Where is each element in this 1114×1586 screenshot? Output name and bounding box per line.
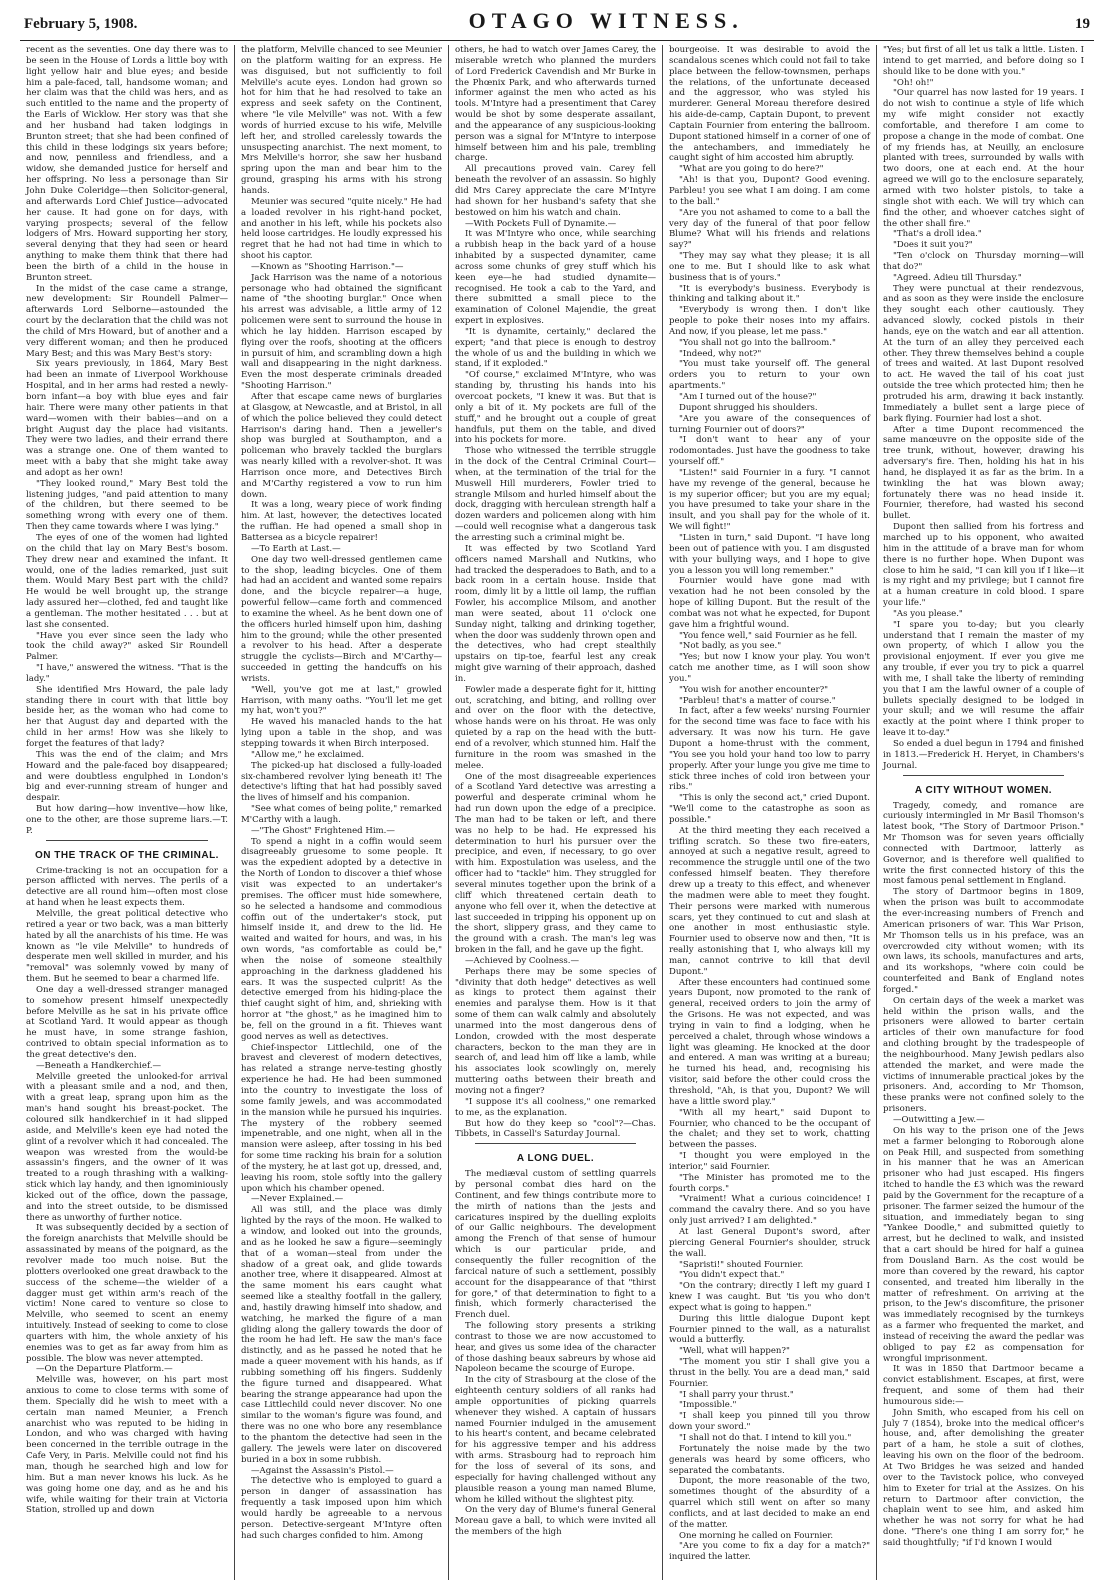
article-heading: A CITY WITHOUT WOMEN. [914, 784, 1053, 796]
columns [20, 45, 1094, 1580]
masthead [20, 8, 1094, 41]
article-paragraph: "They looked round," Mary Best told the listening judges, "and paid attention to many of the children, but there seemed to be something wrong with every one of them. Then they came towards where I was lying." [26, 478, 228, 533]
article-paragraph: "Agreed. Adieu till Thursday." [893, 272, 1022, 283]
article-paragraph: It was subsequently decided by a section of the foreign anarchists that Melville should be assassinated by means of the poignard, as the revolver made too much noise. But the plotters overlooked one great drawback to the success of the scheme—the wielder of a dagger must get within arm's reach of the victim! None cared to venture so close to Melville, who seemed to scent an enemy intuitively. Instead of seeking to come to close quarters with him, the whole anxiety of his enemies was to get as far away from him as possible. The blow was never attempted. [26, 1223, 228, 1364]
article-paragraph: "Sapristi!" shouted Fournier. [679, 1259, 804, 1270]
article-paragraph: "The Minister has promoted me to the fourth corps." [669, 1172, 870, 1194]
article-paragraph: "With all my heart," said Dupont to Fournier, who chanced to be the occupant of the chalet; and they set to work, chatting between the passes. [669, 1107, 870, 1151]
article-paragraph: All was still, and the place was dimly lighted by the rays of the moon. He walked to a window, and looked out into the grounds, and as he looked he saw a figure—seemingly that of a woman—steal from under the shadow of a great oak, and glide towards another tree, where it disappeared. Almost at the same moment his ears caught what seemed like a stealthy footfall in the gallery, and, hastily drawing himself into shadow, and watching, he marked the figure of a man gliding along the gallery towards the door of the room he had left. He saw the man's face distinctly, and as he passed he noted that he made a queer movement with his hands, as if rubbing something off his fingers. Suddenly the figure turned and disappeared. What bearing the strange appearance had upon the case Littlechild could never discover. No one similar to the woman's figure was found, and there was no one who bore any resemblance to the phantom the detective had seen in the gallery. The jewels were later on discovered buried in a box in some rubbish. [241, 1205, 442, 1465]
article-paragraph: Melville, the great political detective who retired a year or two back, was a man bitterly hated by all the anarchists of his time. He was known as "le vile Melville" to hundreds of desperate men well skilled in murder, and his "removal" was solemnly vowed by many of them. But he seemed to bear a charmed life. [26, 908, 228, 985]
article-paragraph: Perhaps there may be some species of "divinity that doth hedge" detectives as well as kings to protect them against their enemies and paralyse them. How is it that some of them can walk calmly and absolutely unarmed into the most dangerous dens of London, crowded with the most desperate characters, beckon to the man they are in search of, and lead him off like a lamb, while his associates look scowlingly on, merely muttering oaths between their breath and moving not a finger? [455, 966, 656, 1096]
article-paragraph: All precautions proved vain. Carey fell beneath the revolver of an assassin. So highly did Mrs Carey appreciate the care M'Intyre had shown for her husband's safety that she bestowed on him his watch and chain. [455, 164, 656, 218]
article-paragraph: He waved his manacled hands to the hat lying upon a table in the shop, and was stepping towards it when Birch interposed. [241, 717, 442, 749]
article-paragraph: In the midst of the case came a strange, new development: Sir Roundell Palmer—afterwards Lord Selborne—astounded the court by the declaration that the child was not the child of Mrs Howard, but of another and a very different woman; and then he produced Mary Best; and this was Mary Best's story: [26, 283, 228, 359]
article-paragraph: One of the most disagreeable experiences of a Scotland Yard detective was arresting a powerful and desperate criminal whom he had run down upon the edge of a precipice. The man had to be taken or left, and there was no help to be had. He expressed his determination to hurl his pursuer over the precipice, and even, if necessary, to go over with him. Expostulation was useless, and the officer had to "tackle" him. They struggled for several minutes together upon the brink of a cliff which threatened certain death to anyone who fell over it, when the detective at last succeeded in tripping his opponent up on the short, slippery grass, and they came to the ground with a crash. The man's leg was broken in the fall, and he gave up the fight. [455, 771, 656, 956]
column-5 [876, 45, 1090, 1580]
article-paragraph: It was M'Intyre who once, while searching a rubbish heap in the back yard of a house inhabited by a suspected dynamiter, came across some chunks of grey stuff which his keen eye—he had studied dynamite—recognised. He took a cab to the Yard, and there submitted a small piece to the examination of Colonel Majendie, the great expert in explosives. [455, 229, 656, 327]
article-paragraph: Dupont, the more reasonable of the two, sometimes thought of the absurdity of a quarrel which still went on after so many conflicts, and at last decided to make an end of the matter. [669, 1476, 870, 1530]
article-paragraph: So ended a duel begun in 1794 and finished in 1813.—Frederick H. Heryet, in Chambers's Journal. [883, 739, 1084, 771]
article-paragraph: Melville was, however, on his part most anxious to come to close terms with some of them. Specially did he wish to meet with a certain man named Meunier, a French anarchist who was reputed to be hiding in London, and who was charged with having been concerned in the terrible outrage in the Cafe Very, in Paris. Melville could not find his man, though he searched high and low for him. But a man never knows his luck. As he was going home one day, and as he and his wife, while waiting for their train at Victoria Station, strolled up and down [26, 1375, 228, 1516]
article-paragraph: "Are you come to fix a day for a match?" inquired the latter. [669, 1541, 870, 1563]
article-paragraph: "I don't want to hear any of your rodomontades. Just have the goodness to take yourself off." [669, 435, 870, 468]
article-paragraph: recent as the seventies. One day there was to be seen in the House of Lords a little boy with light yellow hair and blue eyes; and beside him a pale-faced, tall, handsome woman; and her claim was that the child was hers, and as such entitled to the name and the property of the Earls of Wicklow. Her story was that she and her husband had taken lodgings in Brunton street; that she had been confined of this child in these lodgings six years before; and now, penniless and friendless, and a widow, she demanded justice for herself and her offspring. No less a personage than Sir John Duke Coleridge—then Solicitor-general, and afterwards Lord Chief Justice—advocated her cause. It had gone on for days, with varying prospects; several of the fellow lodgers of Mrs. Howard supporting her story, several denying that they had seen or heard anything to make them think that there had been the birth of a child in the house in Brunton street. [26, 45, 228, 283]
article-paragraph: Crime-tracking is not an occupation for a person afflicted with nerves. The perils of a detective are all round him—often most close at hand when he least expects them. [26, 865, 228, 909]
article-paragraph: Chief-inspector Littlechild, one of the bravest and cleverest of modern detectives, has related a strange nerve-testing ghostly experience he had. He had been summoned into the country to investigate the loss of some family jewels, and was accommodated in the mansion while he pursued his inquiries. The mystery of the robbery seemed impenetrable, and one night, when all in the mansion were asleep, after tossing in his bed for some time racking his brain for a solution of the mystery, he at last got up, dressed, and, leaving his room, stole softly into the gallery upon which his chamber opened. [241, 1042, 442, 1194]
article-paragraph: At last General Dupont's sword, after piercing General Fournier's shoulder, struck the wall. [669, 1226, 870, 1259]
article-paragraph: "It is dynamite, certainly," declared the expert; "and that piece is enough to destroy the whole of us and the building in which we stand, if it exploded." [455, 326, 656, 370]
article-paragraph: —Against the Assassin's Pistol.— [251, 1465, 394, 1476]
article-paragraph: To spend a night in a coffin would seem disagreeably gruesome to some people. It was the expedient adopted by a detective in the North of London to discover a thief whose visit was expected to an undertaker's premises. The officer must hide somewhere, so he selected a handsome and commodious coffin out of the undertaker's stock, put himself inside it, and drew to the lid. He waited and waited for hours, and was, in his own words, "as comfortable as could be," when the noise of someone stealthily approaching in the darkness gladdened his ears. It was the suspected culprit! As the detective emerged from his hiding-place the thief caught sight of him, and, shrieking with horror at "the ghost," as he imagined him to be, fell on the ground in a fit. Thieves want good nerves as well as detectives. [241, 836, 442, 1042]
article-paragraph: In fact, after a few weeks' nursing Fournier for the second time was face to face with his adversary. It was now his turn. He gave Dupont a home-thrust with the comment, "You see you hold your hand too low to parry properly. After your lunge you give me time to stick three inches of cold iron between your ribs." [669, 706, 870, 793]
article-paragraph: This was the end of the claim; and Mrs Howard and the pale-faced boy disappeared; and were doubtless engulphed in London's big and ever-running stream of hunger and despair. [26, 749, 228, 804]
article-paragraph: "You didn't expect that." [679, 1270, 785, 1281]
article-paragraph: "Yes; but first of all let us talk a little. Listen. I intend to get married, and before doing so I should like to be done with you." [883, 45, 1084, 77]
article-paragraph: —Achieved by Coolness.— [465, 955, 580, 966]
article-paragraph: Dupont then sallied from his fortress and marched up to his opponent, who awaited him in the attitude of a brave man for whom there is no further hope. When Dupont was close to him he said, "I can kill you if I like—it is my right and my privilege; but I cannot fire at a human creature in cold blood. I spare your life." [883, 522, 1084, 609]
article-paragraph: The detective who is employed to guard a person in danger of assassination has frequently a task imposed upon him which would hardly be agreeable to a nervous person. Detective-sergeant M'Intyre often had such charges confided to him. Among [241, 1476, 442, 1541]
article-paragraph: "Of course," exclaimed M'Intyre, who was standing by, thrusting his hands into his overcoat pockets, "I knew it was. But that is only a bit of it. My pockets are full of the stuff," and he brought out a couple of great handfuls, put them on the table, and dived into his pockets for more. [455, 370, 656, 446]
article-paragraph: After a time Dupont recommenced the same manœuvre on the opposite side of the tree trunk, without, however, drawing his adversary's fire. Then, holding his hat in his hand, he displayed it as far as the brim. In a twinkling the hat was blown away; fortunately there was no head inside it. Fournier, therefore, had wasted his second bullet. [883, 424, 1084, 522]
article-paragraph: Six years previously, in 1864, Mary Best had been an inmate of Liverpool Workhouse Hospital, and in her arms had rested a newly-born infant—a boy with blue eyes and fair hair. There were many other patients in that ward—women with their babies—and on a bright August day the place had visitants. They were two ladies, and their errand there was a strange one. One of them wanted to meet with a baby that she might take away and adopt as her own! [26, 359, 228, 478]
article-paragraph: After that escape came news of burglaries at Glasgow, at Newcastle, and at Bristol, in all of which the police believed they could detect Harrison's daring hand. Then a jeweller's shop was burgled at Southampton, and a policeman who bravely tackled the burglars was nearly killed with a revolver-shot. It was Harrison once more, and Detectives Birch and M'Carthy registered a vow to run him down. [241, 392, 442, 500]
article-paragraph: It was a long, weary piece of work finding him. At last, however, the detectives located the ruffian. He had opened a small shop in Battersea as a bicycle repairer! [241, 500, 442, 543]
article-paragraph: "As you please." [893, 608, 963, 619]
article-paragraph: "I have," answered the witness. "That is the lady." [26, 663, 228, 684]
article-paragraph: "It is everybody's business. Everybody is thinking and talking about it." [669, 283, 870, 305]
article-paragraph: Fournier would have gone mad with vexation had he not been consoled by the hope of killing Dupont. But the result of the combat was not what he expected, for Dupont gave him a frightful wound. [669, 576, 870, 630]
article-paragraph: On certain days of the week a market was held within the prison walls, and the prisoners were allowed to barter certain articles of their own manufacture for food and clothing brought by the tradespeople of the neighbourhood. Many Jewish pedlars also attended the market, and were made the victims of innumerable practical jokes by the prisoners. And, according to Mr Thomson, these pranks were not confined solely to the prisoners. [883, 995, 1084, 1115]
article-paragraph: "Not badly, as you see." [679, 641, 782, 652]
article-paragraph: At the third meeting they each received a trifling scratch. So these two fire-eaters, annoyed at such a negative result, agreed to recommence the struggle until one of the two confessed himself beaten. They therefore drew up a treaty to this effect, and whenever the madmen were able to meet they fought. Their persons were marked with numerous scars, yet they continued to cut and slash at one another in most enthusiastic style. Fournier used to observe now and then, "It is really astonishing that I, who always kill my man, cannot contrive to kill that devil Dupont." [669, 825, 870, 977]
article-paragraph: "You must take yourself off. The general orders you to return to your own apartments." [669, 359, 870, 392]
article-paragraph: "Am I turned out of the house?" [679, 392, 817, 402]
article-paragraph: Fortunately the noise made by the two generals was heard by some officers, who separated the combatants. [669, 1443, 870, 1476]
article-paragraph: Those who witnessed the terrible struggle in the dock of the Central Criminal Court—when, at the termination of the trial for the Muswell Hill murderers, Fowler tried to strangle Milsom and hurled himself about the dock, dragging with herculean strength half a dozen warders and policemen along with him—could well recognise what a dangerous task the arresting such a criminal might be. [455, 446, 656, 543]
article-paragraph: —Known as "Shooting Harrison."— [251, 261, 404, 272]
article-paragraph: "Are you not ashamed to come to a ball the very day of the funeral of that poor fellow Blume? What will his friends and relations say?" [669, 207, 870, 251]
article-paragraph: The eyes of one of the women had lighted on the child that lay on Mary Best's bosom. They drew near and examined the infant. It would, one of the ladies remarked, just suit them. Would Mary Best part with the child? He would be well brought up, the strange lady assured her—clothed, fed and taught like a gentleman. The mother hesitated . . . but at last she consented. [26, 532, 228, 630]
page-number: 19 [1075, 16, 1090, 32]
article-paragraph: The story of Dartmoor begins in 1809, when the prison was built to accommodate the ever-increasing numbers of French and American prisoners of war. This War Prison, Mr Thomson tells us in his preface, was an overcrowded city without women; with its own laws, its schools, manufactures and arts, and its workshops, "where coin could be counterfeited and Bank of England notes forged." [883, 887, 1084, 995]
article-paragraph: John Smith, who escaped from his cell on July 7 (1854), broke into the medical officer's house, and, after demolishing the greater part of a ham, he stole a suit of clothes, leaving his own on the floor of the bedroom. At Two Bridges he was seized and handed over to the Tavistock police, who conveyed him to Exeter for trial at the Assizes. On his return to Dartmoor after conviction, the chaplain went to see him, and asked him whether he was not sorry for what he had done. "There's one thing I am sorry for," he said thoughtfully; "if I'd known I would [883, 1407, 1084, 1548]
article-paragraph: She identified Mrs Howard, the pale lady standing there in court with that little boy beside her, as the woman who had come to her that August day and departed with the child in her arms! How was she likely to forget the features of that lady? [26, 684, 228, 749]
article-paragraph: Fowler made a desperate fight for it, hitting out, scratching, and biting, and rolling over and over on the floor with the detective, whose hands were on his throat. He was only quieted by a rap on the head with the butt-end of a revolver, which stunned him. Half the furniture in the room was smashed in the melee. [455, 684, 656, 771]
article-paragraph: One day two well-dressed gentlemen came to the shop, leading bicycles. One of them had had an accident and wanted some repairs done, and the bicycle repairer—a huge, powerful fellow—came forth and commenced to examine the wheel. As he bent down one of the officers hurled himself upon him, dashing him to the ground; while the other presented a revolver to his head. After a desperate struggle the cyclists—Birch and M'Carthy—succeeded in getting the handcuffs on his wrists. [241, 554, 442, 684]
article-heading: A LONG DUEL. [516, 1153, 595, 1165]
article-paragraph: One morning he called on Fournier. [679, 1530, 834, 1541]
section-divider [903, 775, 1064, 776]
article-paragraph: "I thought you were employed in the interior," said Fournier. [669, 1151, 870, 1172]
column-2 [234, 45, 448, 1580]
article-paragraph: "Everybody is wrong then. I don't like people to poke their noses into my affairs. And now, if you please, let me pass." [669, 305, 870, 337]
column-3 [448, 45, 662, 1580]
article-paragraph: —Beneath a Handkerchief.— [36, 1060, 162, 1071]
issue-date: February 5, 1908. [24, 16, 138, 32]
article-paragraph: During this little dialogue Dupont kept Fournier pinned to the wall, as a naturalist would a butterfly. [669, 1313, 870, 1346]
article-paragraph: "Yes; but now I know your play. You won't catch me another time, as I will soon show you." [669, 652, 870, 684]
article-paragraph: "You shall not go into the ballroom." [679, 337, 836, 348]
article-paragraph: "What are you going to do here?" [679, 164, 824, 175]
article-paragraph: —To Earth at Last.— [251, 543, 341, 554]
article-paragraph: "Oh! oh!" [893, 77, 934, 88]
article-paragraph: On his way to the prison one of the Jews met a farmer belonging to Roborough alone on Peak Hill, and suspected from something in his manner that he was an American prisoner who had just escaped. His fingers itched to handle the £3 which was the reward paid by the Government for the recapture of a prisoner. The farmer seized the humour of the situation, and immediately began to sing "Yankee Doodle," and submitted quietly to arrest, but he declined to walk, and insisted that a cart should be hired for half a guinea from Dousland Barn. As the cost would be more than covered by the reward, his captor consented, and treated him liberally in the matter of refreshment. On arriving at the prison, to the Jew's discomfiture, the prisoner was immediately recognised by the turnkeys as a farmer who frequented the market, and instead of receiving the award the pedlar was obliged to pay £2 as compensation for wrongful imprisonment. [883, 1125, 1084, 1364]
article-paragraph: "They may say what they please; it is all one to me. But I should like to ask what business that is of yours." [669, 251, 870, 283]
section-divider [46, 840, 208, 841]
article-paragraph: "The moment you stir I shall give you a thrust in the belly. You are a dead man," said Fournier. [669, 1357, 870, 1389]
article-paragraph: Dupont shrugged his shoulders. [679, 402, 818, 413]
article-paragraph: bourgeoise. It was desirable to avoid the scandalous scenes which could not fail to take place between the fellow-townsmen, perhaps the relations, of the unfortunate deceased and the aggressor, who was styled his murderer. General Moreau therefore desired his aide-de-camp, Captain Dupont, to prevent Captain Fournier from entering the ballroom. Dupont stationed himself in a corner of one of the antechambers, and immediately he caught sight of him accosted him abruptly. [669, 45, 870, 164]
article-paragraph: They were punctual at their rendezvous, and as soon as they were inside the enclosure they sought each other cautiously. They advanced slowly, cocked pistols in their hands, eye on the watch and ear all attention. At the turn of an alley they perceived each other. They threw themselves behind a couple of trees and waited. At last Dupont resolved to act. He waved the tail of his coat just outside the tree which protected him; then he protruded his arm, drawing it back instantly. Immediately a bullet sent a large piece of bark flying. Fournier had lost a shot. [883, 283, 1084, 424]
article-paragraph: "I shall parry your thrust." [679, 1389, 794, 1400]
article-paragraph: —"The Ghost" Frightened Him.— [251, 825, 395, 836]
article-paragraph: The mediæval custom of settling quarrels by personal combat dies hard on the Continent, and few things contribute more to the mirth of nations than the jests and caricatures inspired by the duelling exploits of our Gallic neighbours. The development among the French of that sense of humour which is our particular pride, and consequently the fuller recognition of the farcical nature of such a settlement, possibly account for the disappearance of that "thirst for gore," of that determination to fight to a finish, which formerly characterised the French duel. [455, 1169, 656, 1321]
article-paragraph: The following story presents a striking contrast to those we are now accustomed to hear, and gives us some idea of the character of those dashing beaux sabreurs by whose aid Napoleon became the scourge of Europe. [455, 1321, 656, 1375]
article-paragraph: "Listen!" said Fournier in a fury. "I cannot have my revenge of the general, because he is my superior officer; but you are my equal; you have presumed to take your share in the insult, and you shall pay for the whole of it. We will fight!" [669, 467, 870, 533]
article-paragraph: "You fence well," said Fournier as he fell. [679, 630, 858, 641]
article-paragraph: "Ah! is that you, Dupont? Good evening. Parbleu! you see what I am doing. I am come to the ball." [669, 175, 870, 207]
article-paragraph: In the city of Strasbourg at the close of the eighteenth century soldiers of all ranks had ample opportunities of picking quarrels whenever they wished. A captain of hussars named Fournier indulged in the amusement to his heart's content, and became celebrated for his aggressive temper and his address with arms. Strasbourg had to reproach him for the loss of several of its sons, and especially for having challenged without any plausible reason a young man named Blume, whom he killed without the slightest pity. [455, 1375, 656, 1505]
section-divider [475, 1143, 636, 1144]
article-paragraph: "Does it suit you?" [893, 240, 973, 251]
article-paragraph: "Listen in turn," said Dupont. "I have long been out of patience with you. I am disgusted with your bullying ways, and I hope to give you a lesson you will long remember." [669, 532, 870, 576]
article-paragraph: —On the Departure Platform.— [36, 1364, 173, 1375]
article-paragraph: Melville greeted the unlooked-for arrival with a pleasant smile and a nod, and then, with a great leap, sprang upon him as the man's hand sought his breast-pocket. The coloured silk handkerchief in it had slipped aside, and Melville's keen eye had noted the glint of a revolver which it had concealed. The weapon was wrested from the would-be assassin's fingers, and the owner of it was treated to a rough thrashing with a walking-stick which lay handy, and then ignominiously kicked out of the office, down the passage, and into the street outside, to be dismissed there as unworthy of further notice. [26, 1071, 228, 1223]
article-paragraph: —Outwitting a Jew.— [893, 1115, 985, 1125]
article-paragraph: "I shall not do that. I intend to kill you." [679, 1433, 852, 1443]
article-paragraph: "I suppose it's all coolness," one remarked to me, as the explanation. [455, 1096, 656, 1118]
article-paragraph: "This is only the second act," cried Dupont. "We'll come to the catastrophe as soon as possible." [669, 793, 870, 825]
column-4 [662, 45, 876, 1580]
article-heading: ON THE TRACK OF THE CRIMINAL. [35, 849, 219, 861]
article-paragraph: "Parbleu! that's a matter of course." [679, 695, 836, 706]
article-paragraph: "Vraiment! What a curious coincidence! I command the cavalry there. And so you have only just arrived? I am delighted." [669, 1194, 870, 1227]
article-paragraph: "Are you aware of the consequences of turning Fournier out of doors?" [669, 413, 870, 435]
article-paragraph: Meunier was secured "quite nicely." He had a loaded revolver in his right-hand pocket, and another in his left, while his pockets also held loose cartridges. He loudly expressed his regret that he had not had time in which to shoot his captor. [241, 196, 442, 262]
article-paragraph: "You wish for another encounter?" [679, 684, 829, 695]
article-paragraph: others, he had to watch over James Carey, the miserable wretch who planned the murders of Lord Frederick Cavendish and Mr Burke in the Phœnix Park, and who afterwards turned informer against the men who acted as his tools. M'Intyre had a presentiment that Carey would be shot by some desperate assailant, and the appearance of any suspicious-looking person was a signal for M'Intyre to interpose himself between him and his pale, trembling charge. [455, 45, 656, 164]
article-paragraph: "Have you ever since seen the lady who took the child away?" asked Sir Roundell Palmer. [26, 630, 228, 663]
article-paragraph: Jack Harrison was the name of a notorious personage who had obtained the significant name of "the shooting burglar." Once when his arrest was advisable, a little army of 12 policemen were sent to surround the house in which he lay hidden. Harrison escaped by flying over the roofs, shooting at the officers in pursuit of him, and scrambling down a high wall and disappearing in the night darkness. Even the most desperate criminals dreaded "Shooting Harrison." [241, 272, 442, 392]
article-paragraph: It was effected by two Scotland Yard officers named Marshall and Nutkins, who had tracked the desperadoes to Bath, and to a back room in a certain house. Inside that room, dimly lit by a little oil lamp, the ruffian Fowler, his accomplice Milsom, and another man were seated, about 11 o'clock one Sunday night, talking and drinking together, when the door was suddenly thrown open and the detectives, who had crept stealthily upstairs on tip-toe, fearful lest any creak might give warning of their approach, dashed in. [455, 543, 656, 684]
article-paragraph: "Impossible." [679, 1400, 737, 1411]
article-paragraph: "See what comes of being polite," remarked M'Carthy with a laugh. [241, 804, 442, 825]
article-paragraph: On the very day of Blume's funeral General Moreau gave a ball, to which were invited all the members of the high [455, 1505, 656, 1538]
article-paragraph: "Well, what will happen?" [679, 1346, 790, 1357]
article-paragraph: "That's a droll idea." [893, 229, 982, 240]
article-paragraph: —Never Explained.— [251, 1194, 344, 1205]
newspaper-title: OTAGO WITNESS. [468, 8, 744, 33]
article-paragraph: "On the contrary; directly I left my guard I knew I was caught. But 'tis you who don't expect what is going to happen." [669, 1281, 870, 1313]
article-paragraph: "Allow me," he exclaimed. [251, 749, 365, 760]
article-paragraph: —With Pockets Full of Dynamite.— [465, 218, 617, 229]
article-paragraph: "Ten o'clock on Thursday morning—will that do?" [883, 251, 1084, 272]
article-paragraph: Tragedy, comedy, and romance are curiously intermingled in Mr Basil Thomson's latest book, "The Story of Dartmoor Prison." Mr Thomson was for seven years officially connected with Dartmoor, latterly as Governor, and is therefore well qualified to write the first connected history of this the most famous penal settlement in England. [883, 800, 1084, 887]
article-paragraph: It was in 1850 that Dartmoor became a convict establishment. Escapes, at first, were frequent, and some of them had their humourous side:— [883, 1364, 1084, 1407]
article-paragraph: "Well, you've got me at last," growled Harrison, with many oaths. "You'll let me get my hat, won't you?" [241, 684, 442, 717]
article-paragraph: "I shall keep you pinned till you throw down your sword." [669, 1411, 870, 1433]
article-paragraph: the platform, Melville chanced to see Meunier on the platform waiting for an express. He was disguised, but not sufficiently to foil Melville's acute eyes. London had grown so hot for him that he had resolved to take an express and seek safety on the Continent, where "le vile Melville" was not. With a few words of hurried excuse to his wife, Melville left her, and strolled carelessly towards the unsuspecting anarchist. The next moment, to Mrs Melville's horror, she saw her husband spring upon the man and bear him to the ground, grasping his arms with his strong hands. [241, 45, 442, 196]
article-paragraph: But how do they keep so "cool"?—Chas. Tibbets, in Cassell's Saturday Journal. [455, 1118, 656, 1140]
article-paragraph: But how daring—how inventive—how like, one to the other, are those supreme liars.—T. P. [26, 804, 228, 836]
column-1 [20, 45, 234, 1580]
article-paragraph: "I spare you to-day; but you clearly understand that I remain the master of my own property, of which I allow you the provisional enjoyment. If ever you give me any trouble, if ever you try to pick a quarrel with me, I shall take the liberty of reminding you that I am the lawful owner of a couple of bullets specially designed to be lodged in your skull; and we will resume the affair exactly at the point where I think proper to leave it to-day." [883, 619, 1084, 739]
article-paragraph: After these encounters had continued some years Dupont, now promoted to the rank of general, received orders to join the army of the Grisons. He was not expected, and was trying in vain to find a lodging, when he perceived a chalet, through whose windows a light was gleaming. He knocked at the door and entered. A man was writing at a bureau; he turned his head, and, recognising his visitor, said before the other could cross the threshold, "Ah, is that you, Dupont? We will have a little sword play." [669, 977, 870, 1107]
article-paragraph: "Our quarrel has now lasted for 19 years. I do not wish to continue a style of life which my wife might consider not exactly comfortable, and therefore I am come to propose a change in the mode of combat. One of my friends has, at Neuilly, an enclosure planted with trees, surrounded by walls with two doors, one at each end. At the hour agreed we will go to the enclosure separately, armed with two holster pistols, to take a single shot with each. We will try which can find the other, and whoever catches sight of the other shall fire." [883, 88, 1084, 229]
article-paragraph: "Indeed, why not?" [679, 348, 762, 359]
article-paragraph: The picked-up hat disclosed a fully-loaded six-chambered revolver lying beneath it! The detective's lifting that hat had possibly saved the lives of himself and his companion. [241, 760, 442, 804]
article-paragraph: One day a well-dressed stranger managed to somehow present himself unexpectedly before Melville as he sat in his private office at Scotland Yard. It would appear as though he must have, in some strange fashion, contrived to obtain special information as to the great detective's den. [26, 984, 228, 1060]
